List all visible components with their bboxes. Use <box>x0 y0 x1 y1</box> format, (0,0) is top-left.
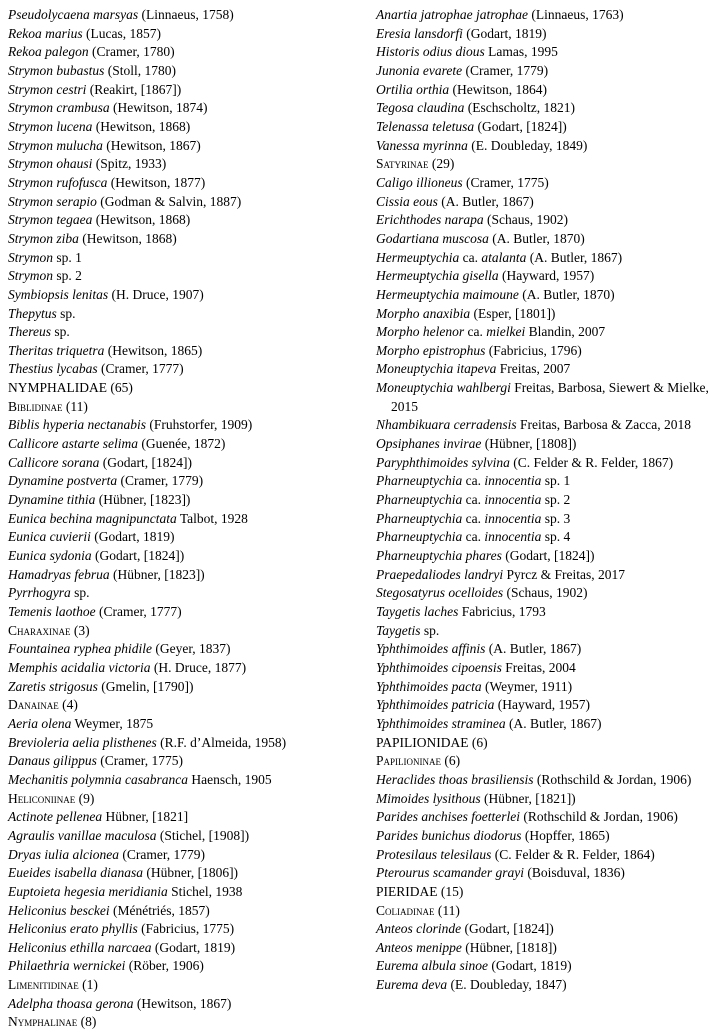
species-entry: Strymon ohausi (Spitz, 1933) <box>8 156 167 172</box>
species-entry: Pharneuptychia phares (Godart, [1824]) <box>376 548 595 564</box>
species-entry: Hermeuptychia gisella (Hayward, 1957) <box>376 268 595 284</box>
species-entry: Historis odius dious Lamas, 1995 <box>376 44 558 60</box>
species-entry: Moneuptychia itapeva Freitas, 2007 <box>376 361 571 377</box>
species-entry: Strymon rufofusca (Hewitson, 1877) <box>8 174 206 190</box>
species-entry: Dryas iulia alcionea (Cramer, 1779) <box>8 846 206 862</box>
species-entry: Rekoa palegon (Cramer, 1780) <box>8 44 175 60</box>
species-entry: Symbiopsis lenitas (H. Druce, 1907) <box>8 286 204 302</box>
species-entry: Strymon sp. 2 <box>8 268 82 284</box>
species-entry: Pharneuptychia ca. innocentia sp. 4 <box>376 529 571 545</box>
species-entry: Anteos clorinde (Godart, [1824]) <box>376 921 554 937</box>
species-entry: Anteos menippe (Hübner, [1818]) <box>376 939 557 955</box>
species-entry: Eresia lansdorfi (Godart, 1819) <box>376 25 547 41</box>
species-entry: Protesilaus telesilaus (C. Felder & R. Felder, 1864) <box>376 846 655 862</box>
species-entry: Zaretis strigosus (Gmelin, [1790]) <box>8 678 194 694</box>
species-entry: Morpho helenor ca. mielkei Blandin, 2007 <box>376 324 606 340</box>
subfamily-heading: Danainae (4) <box>8 697 78 713</box>
species-entry: Strymon serapio (Godman & Salvin, 1887) <box>8 193 242 209</box>
species-entry: Strymon mulucha (Hewitson, 1867) <box>8 137 201 153</box>
species-entry: Parides bunichus diodorus (Hopffer, 1865) <box>376 827 610 843</box>
species-entry: Theritas triquetra (Hewitson, 1865) <box>8 342 203 358</box>
species-entry: Memphis acidalia victoria (H. Druce, 1877) <box>8 659 247 675</box>
subfamily-heading: Satyrinae (29) <box>376 156 455 172</box>
species-entry: Taygetis laches Fabricius, 1793 <box>376 604 546 619</box>
species-entry: Thepytus sp. <box>8 305 76 321</box>
species-entry: Godartiana muscosa (A. Butler, 1870) <box>376 230 585 246</box>
family-heading: PIERIDAE (15) <box>376 883 464 899</box>
subfamily-heading: Charaxinae (3) <box>8 622 90 638</box>
species-entry: Brevioleria aelia plisthenes (R.F. d’Almeida, 1958) <box>8 734 287 750</box>
species-entry: Pharneuptychia ca. innocentia sp. 1 <box>376 473 571 489</box>
species-entry: Yphthimoides patricia (Hayward, 1957) <box>376 697 590 713</box>
species-entry: Fountainea ryphea phidile (Geyer, 1837) <box>8 641 231 657</box>
species-entry: Strymon bubastus (Stoll, 1780) <box>8 62 177 78</box>
species-entry: Praepedaliodes landryi Pyrcz & Freitas, 2017 <box>376 566 625 582</box>
species-entry: Yphthimoides straminea (A. Butler, 1867) <box>376 715 602 731</box>
species-entry: Temenis laothoe (Cramer, 1777) <box>8 604 182 619</box>
species-entry: Adelpha thoasa gerona (Hewitson, 1867) <box>8 995 232 1011</box>
species-entry: Danaus gilippus (Cramer, 1775) <box>8 753 183 769</box>
species-entry: Ortilia orthia (Hewitson, 1864) <box>376 81 548 97</box>
species-entry: Parides anchises foetterlei (Rothschild & Jordan, 1906) <box>376 809 678 825</box>
species-entry: Eueides isabella dianasa (Hübner, [1806]) <box>8 865 239 881</box>
species-entry: Callicore astarte selima (Guenée, 1872) <box>8 436 226 452</box>
species-entry: Strymon sp. 1 <box>8 249 82 265</box>
subfamily-heading: Limenitidinae (1) <box>8 977 98 993</box>
species-entry: Pharneuptychia ca. innocentia sp. 3 <box>376 510 571 526</box>
species-entry: Rekoa marius (Lucas, 1857) <box>8 25 161 41</box>
species-entry: Callicore sorana (Godart, [1824]) <box>8 454 192 470</box>
species-entry: Heliconius erato phyllis (Fabricius, 1775) <box>8 921 235 937</box>
species-entry: Telenassa teletusa (Godart, [1824]) <box>376 118 567 134</box>
species-entry: Strymon crambusa (Hewitson, 1874) <box>8 100 208 116</box>
species-entry: Morpho anaxibia (Esper, [1801]) <box>376 305 556 321</box>
species-entry: Nhambikuara cerradensis Freitas, Barbosa & Zacca, 2018 <box>376 417 691 433</box>
species-entry: Hamadryas februa (Hübner, [1823]) <box>8 566 205 582</box>
species-entry: Eurema deva (E. Doubleday, 1847) <box>376 977 567 993</box>
species-entry: Yphthimoides pacta (Weymer, 1911) <box>376 678 573 694</box>
species-entry: Opsiphanes invirae (Hübner, [1808]) <box>376 436 577 452</box>
species-entry: Moneuptychia wahlbergi Freitas, Barbosa, Siewert & Mielke, 2015 <box>376 380 709 414</box>
species-entry: Strymon tegaea (Hewitson, 1868) <box>8 212 191 228</box>
species-entry: Eunica cuvierii (Godart, 1819) <box>8 529 175 545</box>
species-entry: Heliconius besckei (Ménétriés, 1857) <box>8 902 210 918</box>
species-entry: Dynamine postverta (Cramer, 1779) <box>8 473 204 489</box>
subfamily-heading: Nymphalinae (8) <box>8 1014 97 1030</box>
species-entry: Pyrrhogyra sp. <box>8 585 90 601</box>
subfamily-heading: Papilioninae (6) <box>376 753 461 769</box>
species-entry: Thereus sp. <box>8 324 70 340</box>
family-heading: NYMPHALIDAE (65) <box>8 380 133 396</box>
species-entry: Stegosatyrus ocelloides (Schaus, 1902) <box>376 585 588 601</box>
subfamily-heading: Heliconiinae (9) <box>8 790 95 806</box>
species-entry: Vanessa myrinna (E. Doubleday, 1849) <box>376 137 588 153</box>
checklist-column-left <box>8 6 360 1032</box>
subfamily-heading: Coliadinae (11) <box>376 902 460 918</box>
species-entry: Morpho epistrophus (Fabricius, 1796) <box>376 342 582 358</box>
species-entry: Agraulis vanillae maculosa (Stichel, [1908]) <box>8 827 250 843</box>
species-entry: Taygetis sp. <box>376 622 440 638</box>
species-entry: Strymon cestri (Reakirt, [1867]) <box>8 81 182 97</box>
checklist-column-right <box>376 6 716 1032</box>
species-entry: Hermeuptychia maimoune (A. Butler, 1870) <box>376 286 615 302</box>
species-entry: Yphthimoides cipoensis Freitas, 2004 <box>376 659 576 675</box>
species-entry: Mimoides lysithous (Hübner, [1821]) <box>376 790 576 806</box>
species-entry: Eurema albula sinoe (Godart, 1819) <box>376 958 572 974</box>
species-entry: Mechanitis polymnia casabranca Haensch, 1905 <box>8 771 272 787</box>
species-entry: Hermeuptychia ca. atalanta (A. Butler, 1867) <box>376 249 623 265</box>
species-entry: Pterourus scamander grayi (Boisduval, 1836) <box>376 865 625 881</box>
species-entry: Pseudolycaena marsyas (Linnaeus, 1758) <box>8 7 234 22</box>
species-entry: Strymon lucena (Hewitson, 1868) <box>8 118 191 134</box>
species-entry: Anartia jatrophae jatrophae (Linnaeus, 1763) <box>376 7 624 22</box>
species-entry: Caligo illioneus (Cramer, 1775) <box>376 174 549 190</box>
species-entry: Biblis hyperia nectanabis (Fruhstorfer, 1909) <box>8 417 253 433</box>
species-entry: Euptoieta hegesia meridiania Stichel, 1938 <box>8 883 243 899</box>
species-entry: Eunica sydonia (Godart, [1824]) <box>8 548 185 564</box>
species-entry: Junonia evarete (Cramer, 1779) <box>376 62 549 78</box>
species-entry: Eunica bechina magnipunctata Talbot, 1928 <box>8 510 248 526</box>
species-entry: Pharneuptychia ca. innocentia sp. 2 <box>376 492 571 508</box>
subfamily-heading: Biblidinae (11) <box>8 398 88 414</box>
species-entry: Philaethria wernickei (Röber, 1906) <box>8 958 204 974</box>
family-heading: PAPILIONIDAE (6) <box>376 734 488 750</box>
species-entry: Heraclides thoas brasiliensis (Rothschild & Jordan, 1906) <box>376 771 692 787</box>
species-entry: Erichthodes narapa (Schaus, 1902) <box>376 212 568 228</box>
species-entry: Aeria olena Weymer, 1875 <box>8 715 154 731</box>
species-entry: Paryphthimoides sylvina (C. Felder & R. Felder, 1867) <box>376 454 674 470</box>
species-entry: Dynamine tithia (Hübner, [1823]) <box>8 492 191 508</box>
species-entry: Actinote pellenea Hübner, [1821] <box>8 809 189 825</box>
species-entry: Tegosa claudina (Eschscholtz, 1821) <box>376 100 575 116</box>
species-entry: Yphthimoides affinis (A. Butler, 1867) <box>376 641 582 657</box>
species-entry: Cissia eous (A. Butler, 1867) <box>376 193 534 209</box>
species-entry: Heliconius ethilla narcaea (Godart, 1819) <box>8 939 236 955</box>
species-entry: Strymon ziba (Hewitson, 1868) <box>8 230 177 246</box>
species-entry: Thestius lycabas (Cramer, 1777) <box>8 361 184 377</box>
